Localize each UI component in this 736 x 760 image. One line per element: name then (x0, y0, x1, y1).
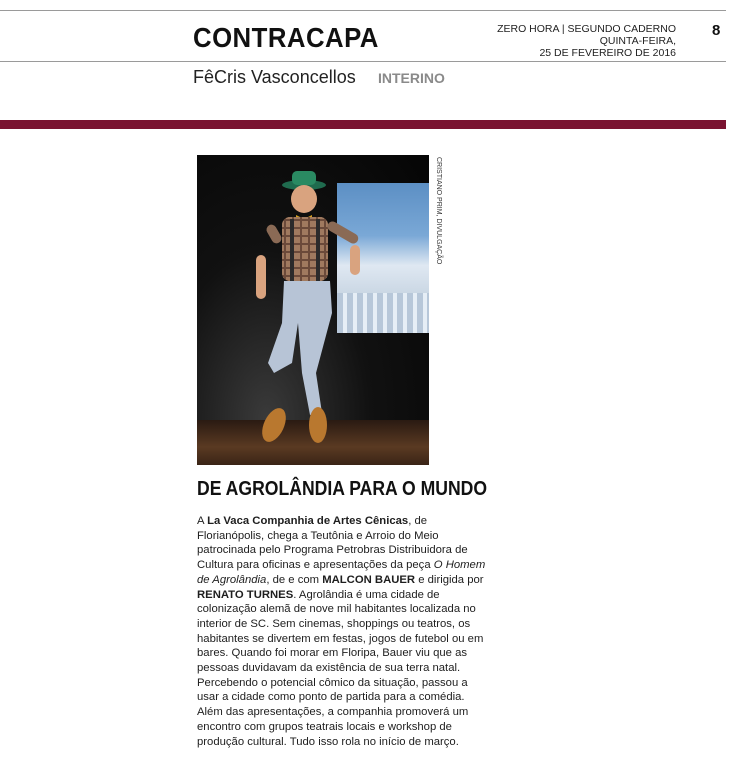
publication-day: QUINTA-FEIRA, (599, 35, 676, 47)
body-lead: A (197, 515, 208, 527)
article-headline: DE AGROLÂNDIA PARA O MUNDO (197, 478, 488, 500)
actor-name: MALCON BAUER (322, 573, 416, 586)
page-number: 8 (712, 22, 721, 39)
article-photo (197, 155, 429, 465)
company-name: La Vaca Companhia de Artes Cênicas (207, 515, 409, 527)
publication-name: ZERO HORA | SEGUNDO CADERNO (497, 23, 676, 35)
body-part-2: , de e com (266, 573, 323, 586)
play-title: O Homem de Agrolândia (197, 559, 486, 586)
columnist-tag: INTERINO (378, 70, 445, 86)
publication-info (497, 23, 676, 59)
article-body (197, 514, 487, 749)
photo-credit: CRISTIANO PRIM, DIVULGAÇÃO (435, 157, 442, 265)
top-rule (0, 10, 726, 11)
header-rule (0, 61, 726, 62)
section-color-band (0, 120, 726, 129)
columnist-name: FêCris Vasconcellos (193, 67, 356, 87)
body-part-1: , de Florianópolis, chega a Teutônia e Arroio do Meio patrocinada pelo Programa Petrobras Distribuidora de Cultura para oficinas e apresentações da peça (197, 515, 468, 572)
body-part-4: . Agrolândia é uma cidade de colonização alemã de nove mil habitantes localizada no interior de SC. Sem cinemas, shoppings ou teatros, os habitantes se divertem em festas, jogos de futebol ou em bares. Quando foi morar em Floripa, Bauer viu que as pessoas duvidavam da existência de sua terra natal. Percebendo o potencial cômico da situação, passou a usar a cidade como ponto de partida para a comédia. Além das apresentações, a companhia promoverá um encontro com grupos teatrais locais e workshop de produção cultural. Tudo isso rola no início de março. (197, 588, 484, 748)
section-title: CONTRACAPA (193, 22, 379, 53)
director-name: RENATO TURNES (197, 588, 294, 601)
body-part-3: e dirigida por (415, 573, 484, 586)
publication-date: 25 DE FEVEREIRO DE 2016 (539, 47, 676, 59)
performer-figure (252, 163, 372, 463)
